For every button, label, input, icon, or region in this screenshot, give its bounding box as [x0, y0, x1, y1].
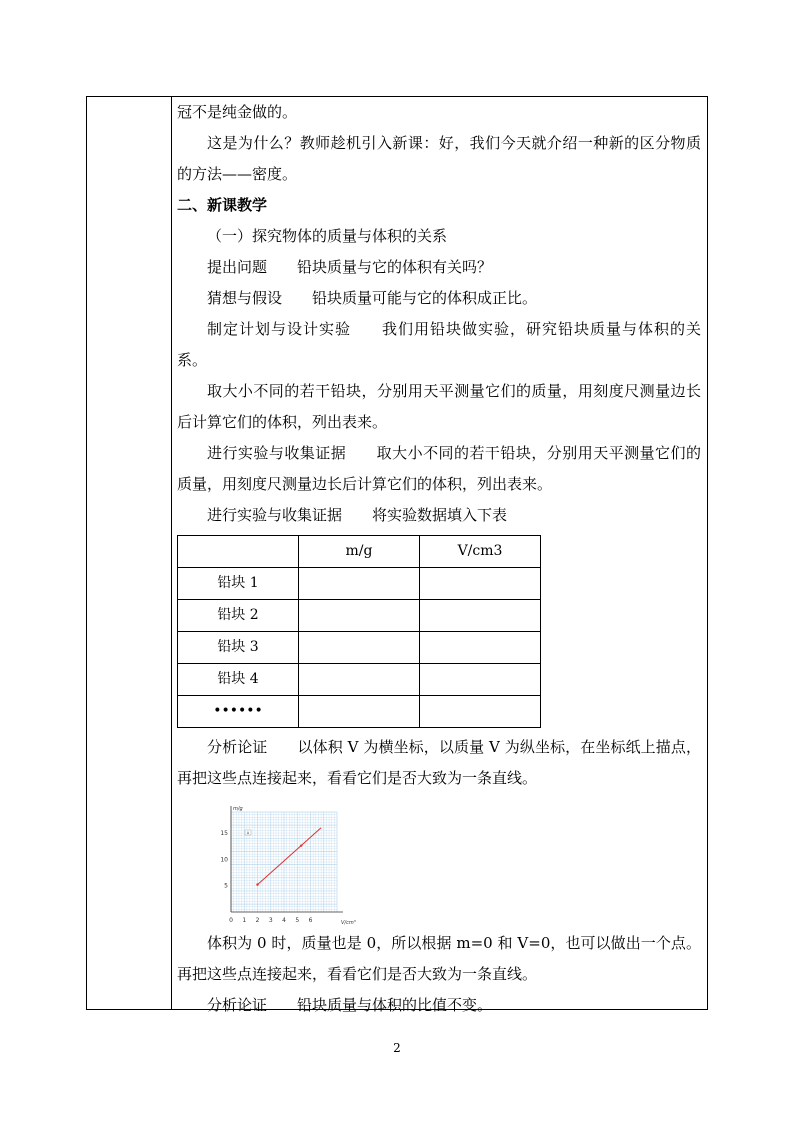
para-experiment-1	[177, 438, 701, 500]
y-tick-label: 15	[220, 830, 228, 838]
question-text: 铅块质量与它的体积有关吗？	[297, 258, 493, 276]
plan-text: 我们用铅块做实验，研究铅块质量与体积的关系。	[177, 320, 701, 369]
experiment-label: 进行实验与收集证据	[207, 444, 347, 462]
experiment-text: 取大小不同的若干铅块，分别用天平测量它们的质量，用刻度尺测量边长后计算它们的体积，列出表来。	[177, 444, 701, 493]
table-cell	[299, 664, 420, 696]
table-row	[178, 696, 541, 728]
chart-svg	[213, 800, 363, 926]
table-cell	[299, 632, 420, 664]
data-point	[256, 883, 258, 885]
annotation-label: A	[246, 831, 250, 835]
analysis-label: 分析论证	[207, 738, 268, 756]
table-header-cell	[178, 536, 299, 568]
x-tick-label: 0	[229, 917, 233, 924]
analysis-text: 以体积 V 为横坐标，以质量 V 为纵坐标，在坐标纸上描点，再把这些点连接起来，看看它们是否大致为一条直线。	[177, 738, 701, 787]
hypothesis-label: 猜想与假设	[207, 289, 283, 307]
table-cell	[420, 600, 541, 632]
para-experiment-2	[177, 500, 701, 531]
table-cell	[420, 568, 541, 600]
table-cell	[420, 632, 541, 664]
table-row	[178, 600, 541, 632]
x-tick-label: 6	[308, 917, 313, 924]
para-analysis-1	[177, 732, 701, 794]
table-cell	[299, 568, 420, 600]
x-tick-label: 2	[255, 917, 260, 924]
table-row	[178, 632, 541, 664]
row-label: 铅块 1	[178, 568, 299, 600]
row-label: 铅块 2	[178, 600, 299, 632]
analysis-label: 分析论证	[207, 996, 268, 1014]
x-tick-label: 5	[295, 917, 300, 924]
row-label: 铅块 4	[178, 664, 299, 696]
table-row	[178, 664, 541, 696]
para-question	[177, 252, 701, 283]
page-number: 2	[393, 1041, 401, 1055]
question-label: 提出问题	[207, 258, 268, 276]
mass-volume-chart	[213, 800, 701, 926]
para-analysis-2	[177, 990, 701, 1021]
subsection-title: （一）探究物体的质量与体积的关系	[207, 227, 448, 245]
row-label: ••••••	[178, 696, 299, 728]
table-cell	[299, 600, 420, 632]
table-header-cell: V/cm3	[420, 536, 541, 568]
row-label: 铅块 3	[178, 632, 299, 664]
data-point	[300, 844, 302, 846]
analysis-text: 铅块质量与体积的比值不变。	[297, 996, 493, 1014]
table-header-cell: m/g	[299, 536, 420, 568]
lesson-content	[177, 97, 701, 1021]
x-tick-label: 4	[282, 917, 286, 924]
y-axis-label: m/g	[233, 806, 243, 812]
section-heading: 二、新课教学	[177, 196, 268, 214]
y-tick-label: 5	[224, 882, 228, 890]
hypothesis-text: 铅块质量可能与它的体积成正比。	[312, 289, 538, 307]
para-plan	[177, 314, 701, 376]
table-cell	[299, 696, 420, 728]
x-axis-label: V/cm³	[341, 920, 356, 926]
x-tick-label: 1	[242, 917, 247, 924]
table-row	[178, 568, 541, 600]
para-zero-point: 体积为 0 时，质量也是 0，所以根据 m=0 和 V=0，也可以做出一个点。再把这些点连接起来，看看它们是否大致为一条直线。	[177, 934, 701, 983]
table-header-row	[178, 536, 541, 568]
para-method: 取大小不同的若干铅块，分别用天平测量它们的质量，用刻度尺测量边长后计算它们的体积，列出表来。	[177, 382, 701, 431]
para-intro: 这是为什么？教师趁机引入新课：好，我们今天就介绍一种新的区分物质的方法——密度。	[177, 134, 701, 183]
experiment-label: 进行实验与收集证据	[207, 506, 343, 524]
y-tick-label: 10	[220, 856, 228, 864]
para-crown: 冠不是纯金做的。	[177, 103, 298, 121]
lesson-table	[86, 96, 708, 1014]
left-column	[87, 97, 172, 1009]
x-tick-label: 3	[268, 917, 273, 924]
experiment-text: 将实验数据填入下表	[372, 506, 508, 524]
plan-label: 制定计划与设计实验	[207, 320, 351, 338]
data-table	[177, 535, 541, 728]
para-hypothesis	[177, 283, 701, 314]
table-cell	[420, 696, 541, 728]
table-cell	[420, 664, 541, 696]
